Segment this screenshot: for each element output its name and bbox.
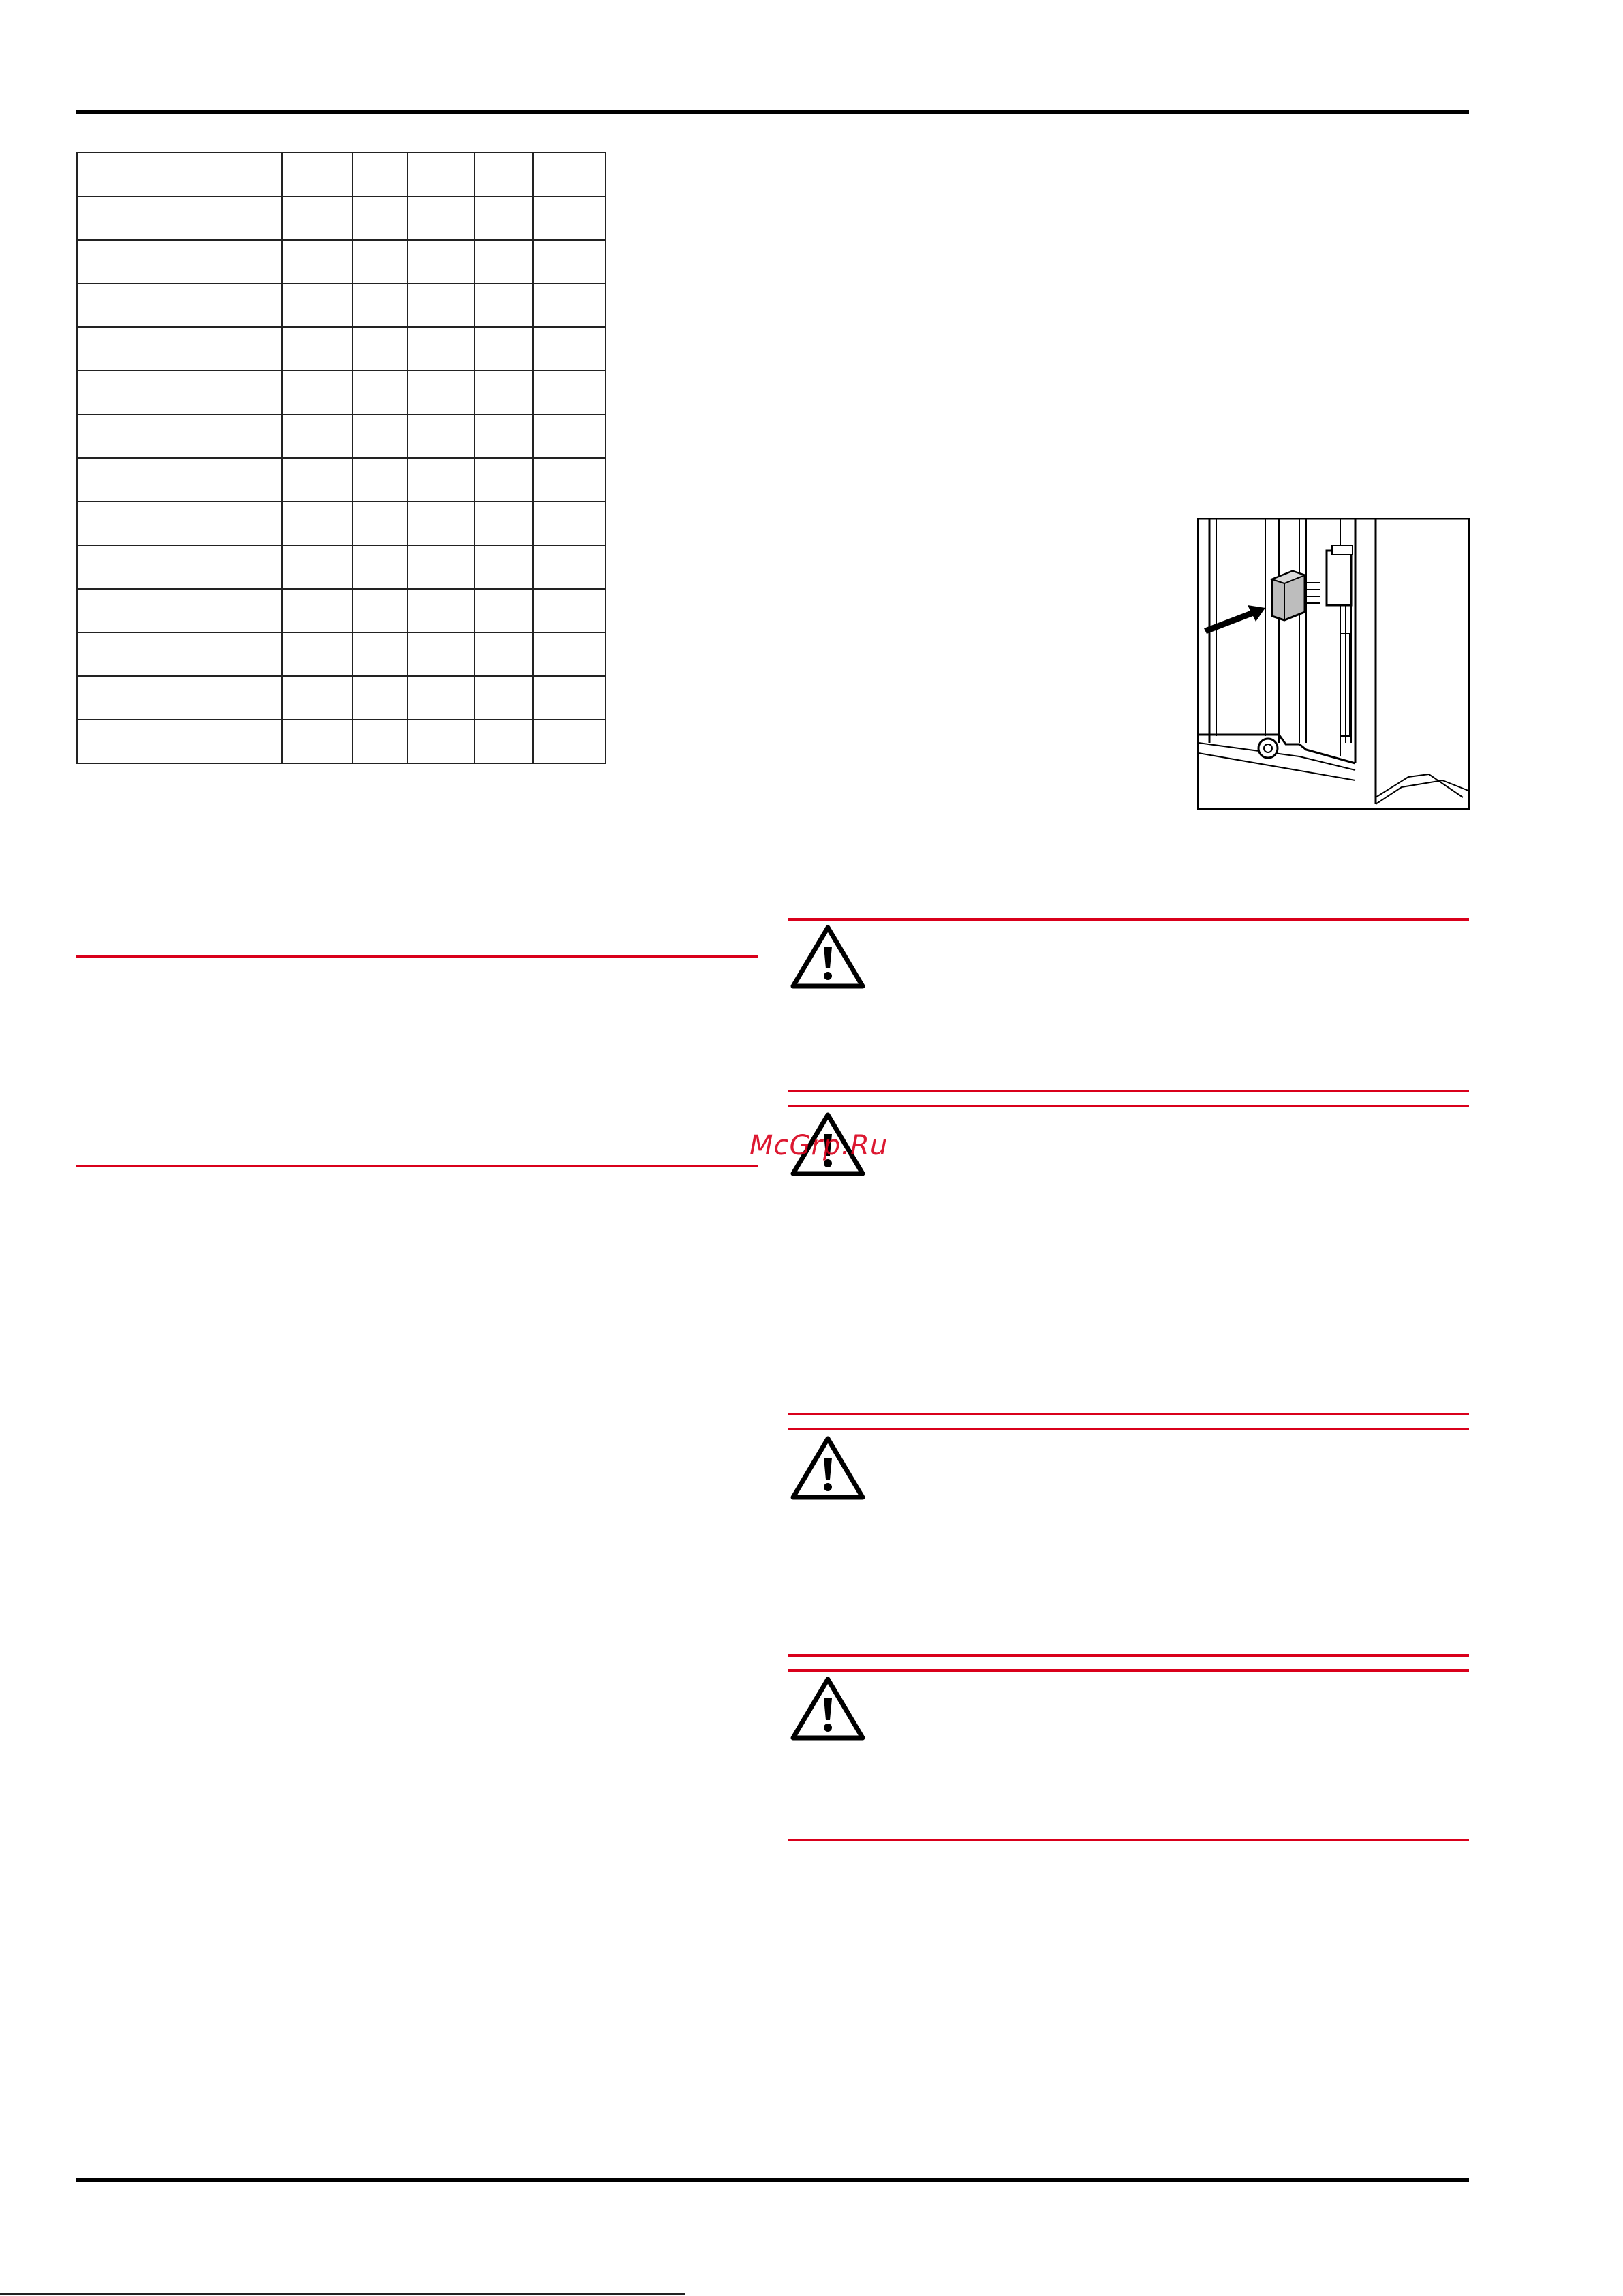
- table-cell: [77, 632, 282, 676]
- table-cell: [474, 720, 533, 763]
- table-cell: [474, 414, 533, 458]
- table-row: [77, 720, 606, 763]
- table-cell: [352, 589, 407, 632]
- warning-rule-top: [788, 1669, 1469, 1672]
- table-cell: [352, 153, 407, 196]
- table-cell: [407, 414, 474, 458]
- table-cell: [407, 327, 474, 371]
- table-cell: [282, 545, 352, 589]
- table-cell: [407, 502, 474, 545]
- warning-rule-bottom: [788, 1090, 1469, 1092]
- table-row: [77, 632, 606, 676]
- table-cell: [407, 632, 474, 676]
- table-cell: [352, 632, 407, 676]
- table-row: [77, 284, 606, 327]
- table-cell: [474, 589, 533, 632]
- footer-rule: [76, 2178, 1469, 2182]
- warning-rule-top: [788, 1428, 1469, 1430]
- table-cell: [352, 327, 407, 371]
- table-cell: [407, 458, 474, 502]
- table-cell: [77, 720, 282, 763]
- header-rule: [76, 110, 1469, 114]
- table-cell: [407, 720, 474, 763]
- table-cell: [533, 327, 606, 371]
- table-cell: [352, 502, 407, 545]
- table-cell: [474, 284, 533, 327]
- table-cell: [77, 676, 282, 720]
- table-cell: [282, 632, 352, 676]
- table-cell: [352, 545, 407, 589]
- table-cell: [77, 284, 282, 327]
- warning-rule-top: [788, 918, 1469, 921]
- table-row: [77, 502, 606, 545]
- table-cell: [474, 240, 533, 284]
- table-cell: [282, 502, 352, 545]
- warning-rule-bottom: [788, 1413, 1469, 1415]
- table-cell: [407, 240, 474, 284]
- table-cell: [352, 414, 407, 458]
- table-cell: [282, 371, 352, 414]
- table-cell: [407, 371, 474, 414]
- table-row: [77, 545, 606, 589]
- watermark-text: McGrp.Ru: [749, 1130, 888, 1161]
- table-cell: [407, 196, 474, 240]
- table-cell: [352, 240, 407, 284]
- table-cell: [352, 720, 407, 763]
- warning-triangle-icon: [790, 1435, 865, 1501]
- warning-triangle-icon: [790, 1675, 865, 1742]
- table-cell: [407, 545, 474, 589]
- table-cell: [282, 589, 352, 632]
- section-rule: [76, 955, 758, 958]
- table-cell: [474, 502, 533, 545]
- table-cell: [352, 284, 407, 327]
- section-rule: [76, 1165, 758, 1167]
- table-row: [77, 676, 606, 720]
- table-row: [77, 153, 606, 196]
- table-cell: [533, 414, 606, 458]
- table-cell: [77, 153, 282, 196]
- table-row: [77, 458, 606, 502]
- table-cell: [282, 284, 352, 327]
- table-cell: [533, 502, 606, 545]
- table-cell: [533, 240, 606, 284]
- table-cell: [533, 196, 606, 240]
- table-cell: [77, 545, 282, 589]
- table-cell: [533, 545, 606, 589]
- appliance-plinth-clip-illustration: [1197, 518, 1470, 810]
- table-cell: [533, 632, 606, 676]
- table-row: [77, 414, 606, 458]
- table-cell: [282, 414, 352, 458]
- table-cell: [352, 196, 407, 240]
- table-cell: [282, 720, 352, 763]
- table-cell: [77, 371, 282, 414]
- table-cell: [533, 284, 606, 327]
- table-cell: [282, 458, 352, 502]
- table-cell: [77, 458, 282, 502]
- table-cell: [352, 676, 407, 720]
- table-cell: [474, 458, 533, 502]
- table-cell: [474, 327, 533, 371]
- table-row: [77, 371, 606, 414]
- table-row: [77, 327, 606, 371]
- table-cell: [77, 240, 282, 284]
- table-cell: [474, 676, 533, 720]
- table-row: [77, 240, 606, 284]
- warning-rule-bottom: [788, 1654, 1469, 1657]
- table-cell: [474, 196, 533, 240]
- specification-table: [76, 152, 606, 764]
- table-cell: [352, 371, 407, 414]
- table-cell: [533, 676, 606, 720]
- table-cell: [407, 284, 474, 327]
- table-cell: [533, 589, 606, 632]
- table-cell: [282, 196, 352, 240]
- table-cell: [282, 327, 352, 371]
- table-row: [77, 196, 606, 240]
- table-cell: [533, 720, 606, 763]
- table-cell: [282, 676, 352, 720]
- table-cell: [77, 327, 282, 371]
- table-cell: [407, 153, 474, 196]
- warning-rule-bottom: [788, 1839, 1469, 1841]
- table-cell: [77, 589, 282, 632]
- warning-rule-top: [788, 1105, 1469, 1107]
- table-cell: [474, 153, 533, 196]
- scan-edge-rule: [0, 2293, 685, 2295]
- table-cell: [77, 414, 282, 458]
- table-cell: [474, 545, 533, 589]
- table-cell: [474, 632, 533, 676]
- table-cell: [407, 676, 474, 720]
- table-cell: [77, 196, 282, 240]
- table-cell: [407, 589, 474, 632]
- table-cell: [474, 371, 533, 414]
- table-cell: [533, 458, 606, 502]
- table-cell: [533, 371, 606, 414]
- table-cell: [282, 153, 352, 196]
- warning-triangle-icon: [790, 923, 865, 990]
- table-cell: [352, 458, 407, 502]
- table-cell: [533, 153, 606, 196]
- table-cell: [282, 240, 352, 284]
- table-cell: [77, 502, 282, 545]
- table-row: [77, 589, 606, 632]
